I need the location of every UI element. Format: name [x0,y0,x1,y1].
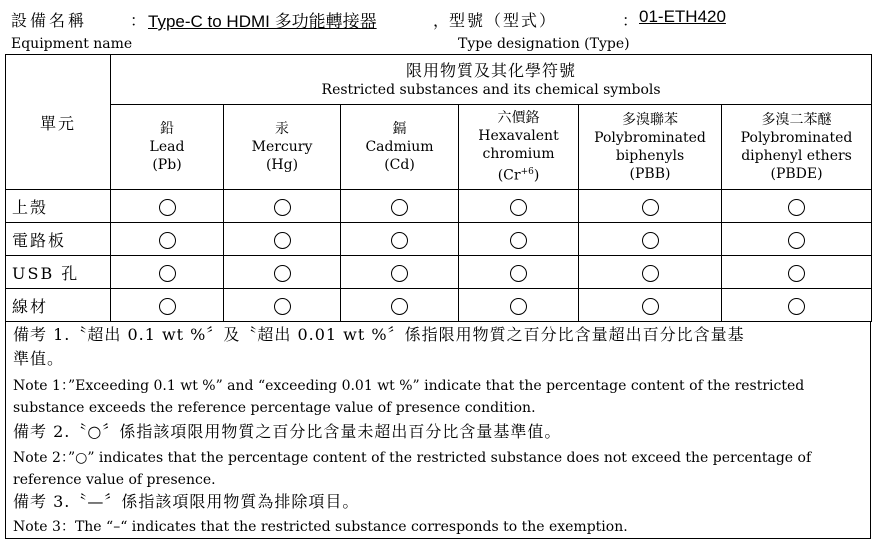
cell-mark [579,289,722,322]
circle-mark-icon [788,265,805,282]
circle-mark-icon [642,265,659,282]
row-label: 線材 [6,289,111,322]
circle-mark-icon [159,265,176,282]
type-label-en: Type designation (Type) [458,36,630,52]
table-row [6,256,872,289]
col-header-pbb [579,105,722,190]
col-symbol: (Cd) [384,157,415,173]
col-en-2: biphenyls [615,148,685,164]
col-zh: 六價鉻 [497,110,540,127]
equipment-label-zh: 設備名稱 [11,11,88,30]
substances-title-zh: 限用物質及其化學符號 [406,60,577,80]
table-row [6,223,872,256]
header-comma: ， [433,11,450,30]
circle-mark-icon [391,298,408,315]
cell-mark [579,190,722,223]
remark-3-zh: 備考 3.〝—〞係指該項限用物質為排除項目。 [13,492,360,511]
circle-mark-icon [274,199,291,216]
rohs-declaration [5,6,871,539]
col-en-2: chromium [482,146,555,163]
header-en-line [5,34,871,54]
col-symbol: (PBB) [629,166,671,182]
col-header-cadmium [341,105,459,190]
cell-mark [579,256,722,289]
cell-mark [341,223,459,256]
cell-mark [722,223,872,256]
circle-mark-icon [510,199,527,216]
table-row [6,289,872,322]
col-zh: 多溴聯苯 [622,112,678,128]
cell-mark [459,256,579,289]
col-header-lead [111,105,224,190]
col-zh: 鎘 [392,121,407,137]
note-1-en-line-2: substance exceeds the reference percentage value of presence condition. [13,400,536,416]
cell-mark [111,256,224,289]
circle-mark-icon [159,298,176,315]
row-label: 上殼 [6,190,111,223]
circle-mark-icon [159,232,176,249]
col-header-pbde [722,105,872,190]
cell-mark [341,289,459,322]
unit-header: 單元 [6,55,111,190]
col-symbol: $(Cr^{+6})$ [497,167,540,184]
cell-mark [111,289,224,322]
col-en-1: Hexavalent [478,128,559,145]
cell-mark [722,256,872,289]
circle-mark-icon [391,199,408,216]
circle-mark-icon [510,298,527,315]
circle-mark-icon [788,298,805,315]
cell-mark [341,190,459,223]
circle-mark-icon [642,199,659,216]
note-2-en-line-2: reference value of presence. [13,472,216,488]
cell-mark [224,190,341,223]
col-symbol: (PBDE) [770,166,823,182]
remark-1-zh-line-1: 備考 1.〝超出 0.1 wt %〞及〝超出 0.01 wt %〞係指限用物質之百分比含量超出百分比含量基 [13,325,745,344]
col-symbol: (Pb) [152,157,182,173]
col-en: Mercury [251,139,313,155]
cell-mark [722,190,872,223]
remark-2-zh: 備考 2.〝○〞係指該項限用物質之百分比含量未超出百分比含量基準值。 [13,422,562,441]
type-label-zh: 型號（型式） [449,11,558,30]
equipment-name: Type-C to HDMI 多功能轉接器 [148,12,377,31]
circle-mark-icon [788,199,805,216]
cell-mark [722,289,872,322]
col-header-hexavalent-chromium [459,105,579,190]
col-en: Lead [149,139,185,155]
model-number: 01-ETH420 [639,7,726,26]
cell-mark [111,190,224,223]
type-colon: ： [622,11,639,30]
note-2-en-line-1: Note 2：”○” indicates that the percentage content of the restricted substance does not exceed the percentage of [13,450,812,466]
cell-mark [341,256,459,289]
col-header-mercury [224,105,341,190]
col-zh: 鉛 [160,121,174,137]
note-3-en: Note 3：The “–“ indicates that the restricted substance corresponds to the exemption. [13,519,628,535]
col-symbol: (Hg) [265,157,299,173]
cell-mark [459,289,579,322]
substances-title-cell [111,55,872,105]
cell-mark [224,256,341,289]
circle-mark-icon [274,265,291,282]
restricted-substances-table [5,54,872,322]
circle-mark-icon [642,298,659,315]
circle-mark-icon [788,232,805,249]
col-en-1: Polybrominated [740,130,853,146]
col-en-2: diphenyl ethers [741,148,852,164]
header-zh-line [5,6,871,30]
cell-mark [224,223,341,256]
cell-mark [459,223,579,256]
col-zh: 汞 [275,121,289,137]
col-zh: 多溴二苯醚 [761,112,832,128]
circle-mark-icon [274,232,291,249]
circle-mark-icon [510,265,527,282]
circle-mark-icon [391,232,408,249]
col-en: Cadmium [365,139,434,155]
circle-mark-icon [642,232,659,249]
notes-section [5,321,871,539]
substances-title-en: Restricted substances and its chemical symbols [321,81,661,98]
note-1-en-line-1: Note 1：”Exceeding 0.1 wt %” and “exceeding 0.01 wt %” indicate that the percentage content of the restricted [13,378,805,394]
cell-mark [579,223,722,256]
table-row [6,190,872,223]
remark-1-zh-line-2: 準值。 [13,349,65,368]
circle-mark-icon [274,298,291,315]
cell-mark [224,289,341,322]
circle-mark-icon [510,232,527,249]
col-en-1: Polybrominated [594,130,706,146]
cell-mark [459,190,579,223]
cell-mark [111,223,224,256]
circle-mark-icon [391,265,408,282]
circle-mark-icon [159,199,176,216]
equipment-colon: ： [130,11,147,30]
table-body [6,190,872,322]
row-label: 電路板 [6,223,111,256]
equipment-label-en: Equipment name [11,36,133,52]
row-label: USB 孔 [6,256,111,289]
